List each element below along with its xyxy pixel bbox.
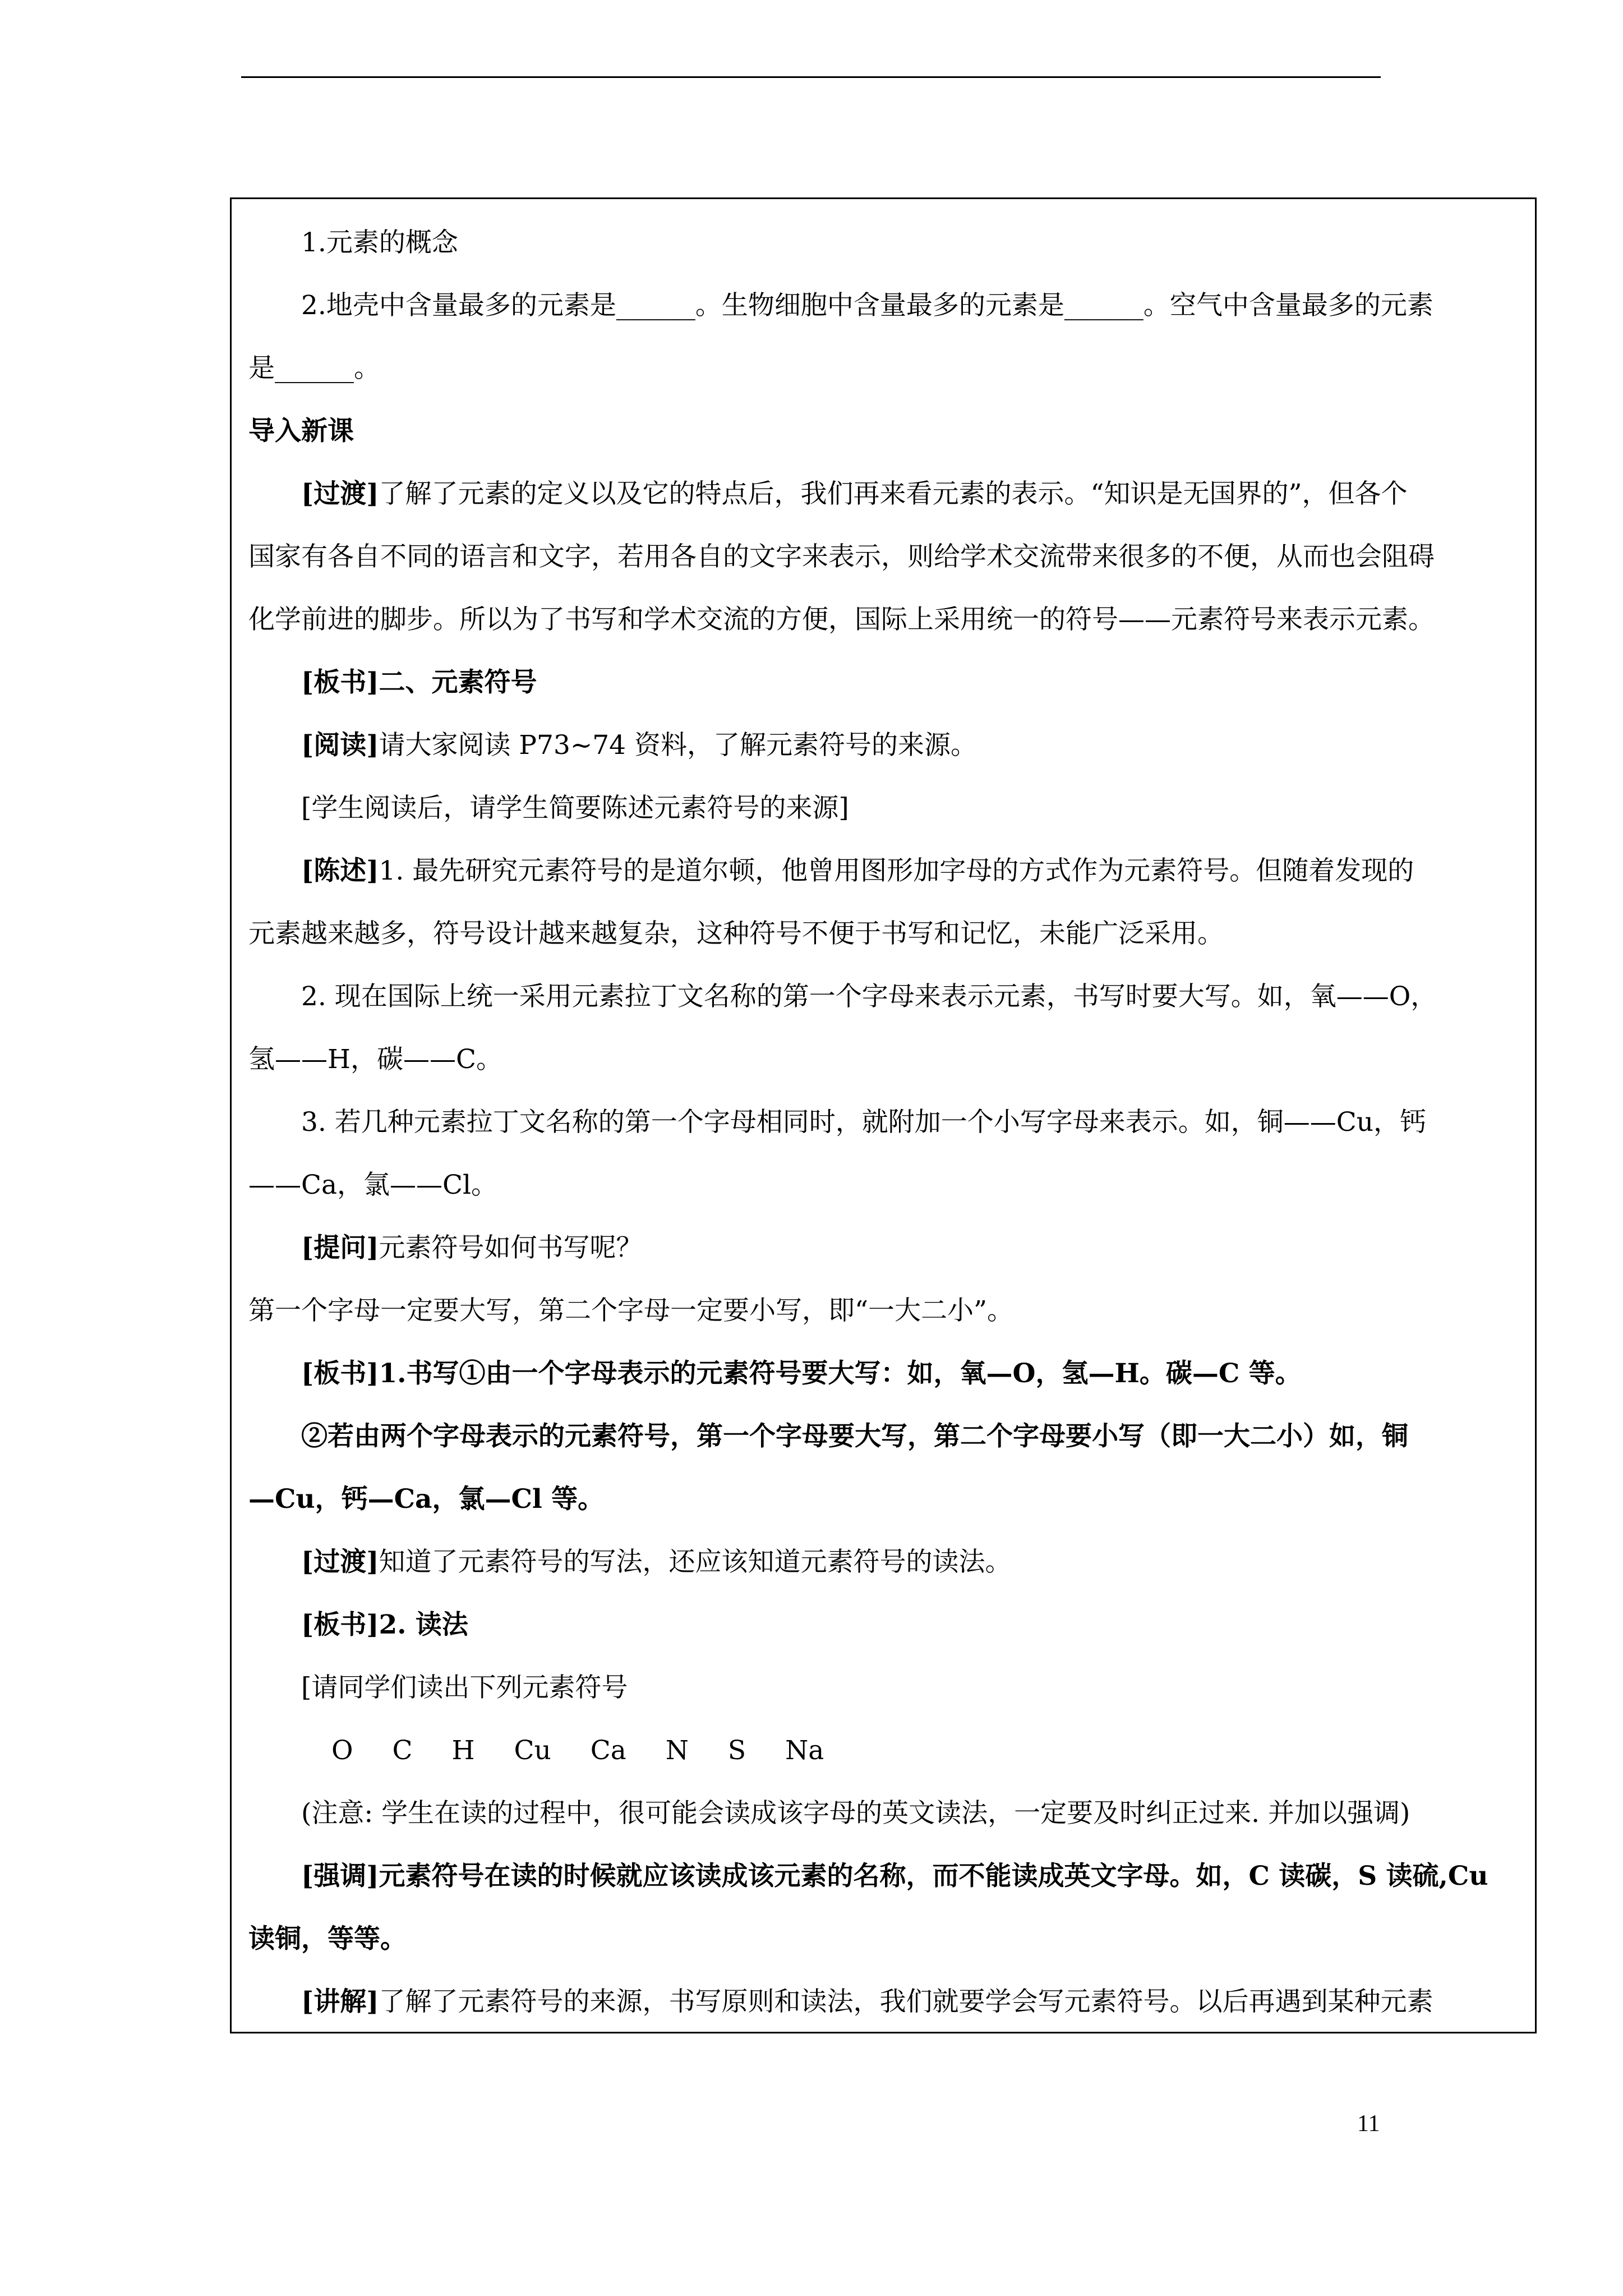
element-symbol: C bbox=[392, 1735, 413, 1766]
line-student-reading: [学生阅读后，请学生简要陈述元素符号的来源] bbox=[301, 793, 849, 823]
line-emphasis-cont: 读铜，等等。 bbox=[248, 1924, 407, 1954]
line-transition-cont-1: 国家有各自不同的语言和文字，若用各自的文字来表示，则给学术交流带来很多的不便，从而也会阻碍 bbox=[248, 541, 1435, 572]
tag-statement: [陈述] bbox=[301, 855, 379, 886]
line-statement-cont: 元素越来越多，符号设计越来越复杂，这种符号不便于书写和记忆，未能广泛采用。 bbox=[248, 918, 1224, 949]
line-answer: 第一个字母一定要大写，第二个字母一定要小写，即“一大二小”。 bbox=[248, 1295, 1014, 1326]
element-symbol: O bbox=[331, 1735, 353, 1766]
line-board-two-letter: ②若由两个字母表示的元素符号，第一个字母要大写，第二个字母要小写（即一大二小）如，铜 bbox=[301, 1421, 1408, 1452]
header-rule bbox=[241, 76, 1381, 78]
tag-transition: [过渡] bbox=[301, 478, 379, 509]
line-point-3: 3. 若几种元素拉丁文名称的第一个字母相同时，就附加一个小写字母来表示。如，铜——Cu，钙 bbox=[301, 1107, 1427, 1138]
line-board-writing bbox=[248, 1342, 1517, 1405]
tag-transition-2: [过渡] bbox=[301, 1547, 379, 1577]
element-symbol: S bbox=[727, 1735, 746, 1766]
element-symbol: Na bbox=[785, 1735, 824, 1766]
line-question-elements: 2.地壳中含量最多的元素是______。生物细胞中含量最多的元素是______。空气中含量最多的元素 bbox=[301, 290, 1433, 321]
line-statement bbox=[248, 840, 1517, 903]
line-question-elements-cont: 是______。 bbox=[248, 353, 380, 384]
tag-explanation: [讲解] bbox=[301, 1986, 379, 2017]
element-symbols-list bbox=[248, 1719, 1517, 1782]
section-heading-new-lesson: 导入新课 bbox=[248, 416, 354, 447]
element-symbol: N bbox=[665, 1735, 689, 1766]
line-statement-text: 1. 最先研究元素符号的是道尔顿，他曾用图形加字母的方式作为元素符号。但随着发现的 bbox=[379, 855, 1414, 886]
line-transition-cont-2: 化学前进的脚步。所以为了书写和学术交流的方便，国际上采用统一的符号——元素符号来表示元素。 bbox=[248, 604, 1435, 635]
line-board-two-letter-cont: —Cu，钙—Ca，氯—Cl 等。 bbox=[248, 1484, 605, 1515]
line-emphasis: [强调]元素符号在读的时候就应该读成该元素的名称，而不能读成英文字母。如，C 读碳，S 读硫,Cu bbox=[301, 1861, 1488, 1892]
line-explanation-text: 了解了元素符号的来源，书写原则和读法，我们就要学会写元素符号。以后再遇到某种元素 bbox=[379, 1986, 1433, 2017]
line-element-concept: 1.元素的概念 bbox=[301, 227, 458, 258]
line-board-element-symbols: [板书]二、元素符号 bbox=[301, 667, 537, 698]
element-symbol: Ca bbox=[590, 1735, 626, 1766]
page-number: 11 bbox=[1357, 2111, 1380, 2137]
line-read-symbols-prompt: [请同学们读出下列元素符号 bbox=[301, 1672, 628, 1703]
tag-board: [板书] bbox=[301, 1358, 379, 1389]
line-board-writing-text: 1.书写①由一个字母表示的元素符号要大写：如，氧—O，氢—H。碳—C 等。 bbox=[379, 1358, 1302, 1389]
line-board-reading: [板书]2. 读法 bbox=[301, 1609, 468, 1640]
element-symbol: Cu bbox=[514, 1735, 551, 1766]
tag-reading: [阅读] bbox=[301, 730, 379, 761]
line-reading-text: 请大家阅读 P73~74 资料，了解元素符号的来源。 bbox=[379, 730, 977, 761]
line-transition bbox=[248, 463, 1517, 526]
element-symbol: H bbox=[451, 1735, 475, 1766]
line-point-2-cont: 氢——H，碳——C。 bbox=[248, 1044, 502, 1075]
line-point-2: 2. 现在国际上统一采用元素拉丁文名称的第一个字母来表示元素，书写时要大写。如，氧——O， bbox=[301, 981, 1437, 1012]
line-explanation bbox=[248, 1971, 1517, 2033]
line-transition-2-text: 知道了元素符号的写法，还应该知道元素符号的读法。 bbox=[379, 1547, 1012, 1577]
lesson-content bbox=[248, 211, 1517, 2033]
line-reading bbox=[248, 714, 1517, 777]
tag-question: [提问] bbox=[301, 1232, 379, 1263]
line-note: (注意: 学生在读的过程中，很可能会读成该字母的英文读法，一定要及时纠正过来. 并加以强调) bbox=[301, 1798, 1410, 1829]
line-transition-2 bbox=[248, 1531, 1517, 1594]
line-transition-text: 了解了元素的定义以及它的特点后，我们再来看元素的表示。“知识是无国界的”，但各个 bbox=[379, 478, 1408, 509]
line-point-3-cont: ——Ca，氯——Cl。 bbox=[248, 1170, 497, 1200]
line-question-text: 元素符号如何书写呢？ bbox=[379, 1232, 643, 1263]
lesson-content-box bbox=[230, 197, 1537, 2033]
line-question bbox=[248, 1217, 1517, 1280]
